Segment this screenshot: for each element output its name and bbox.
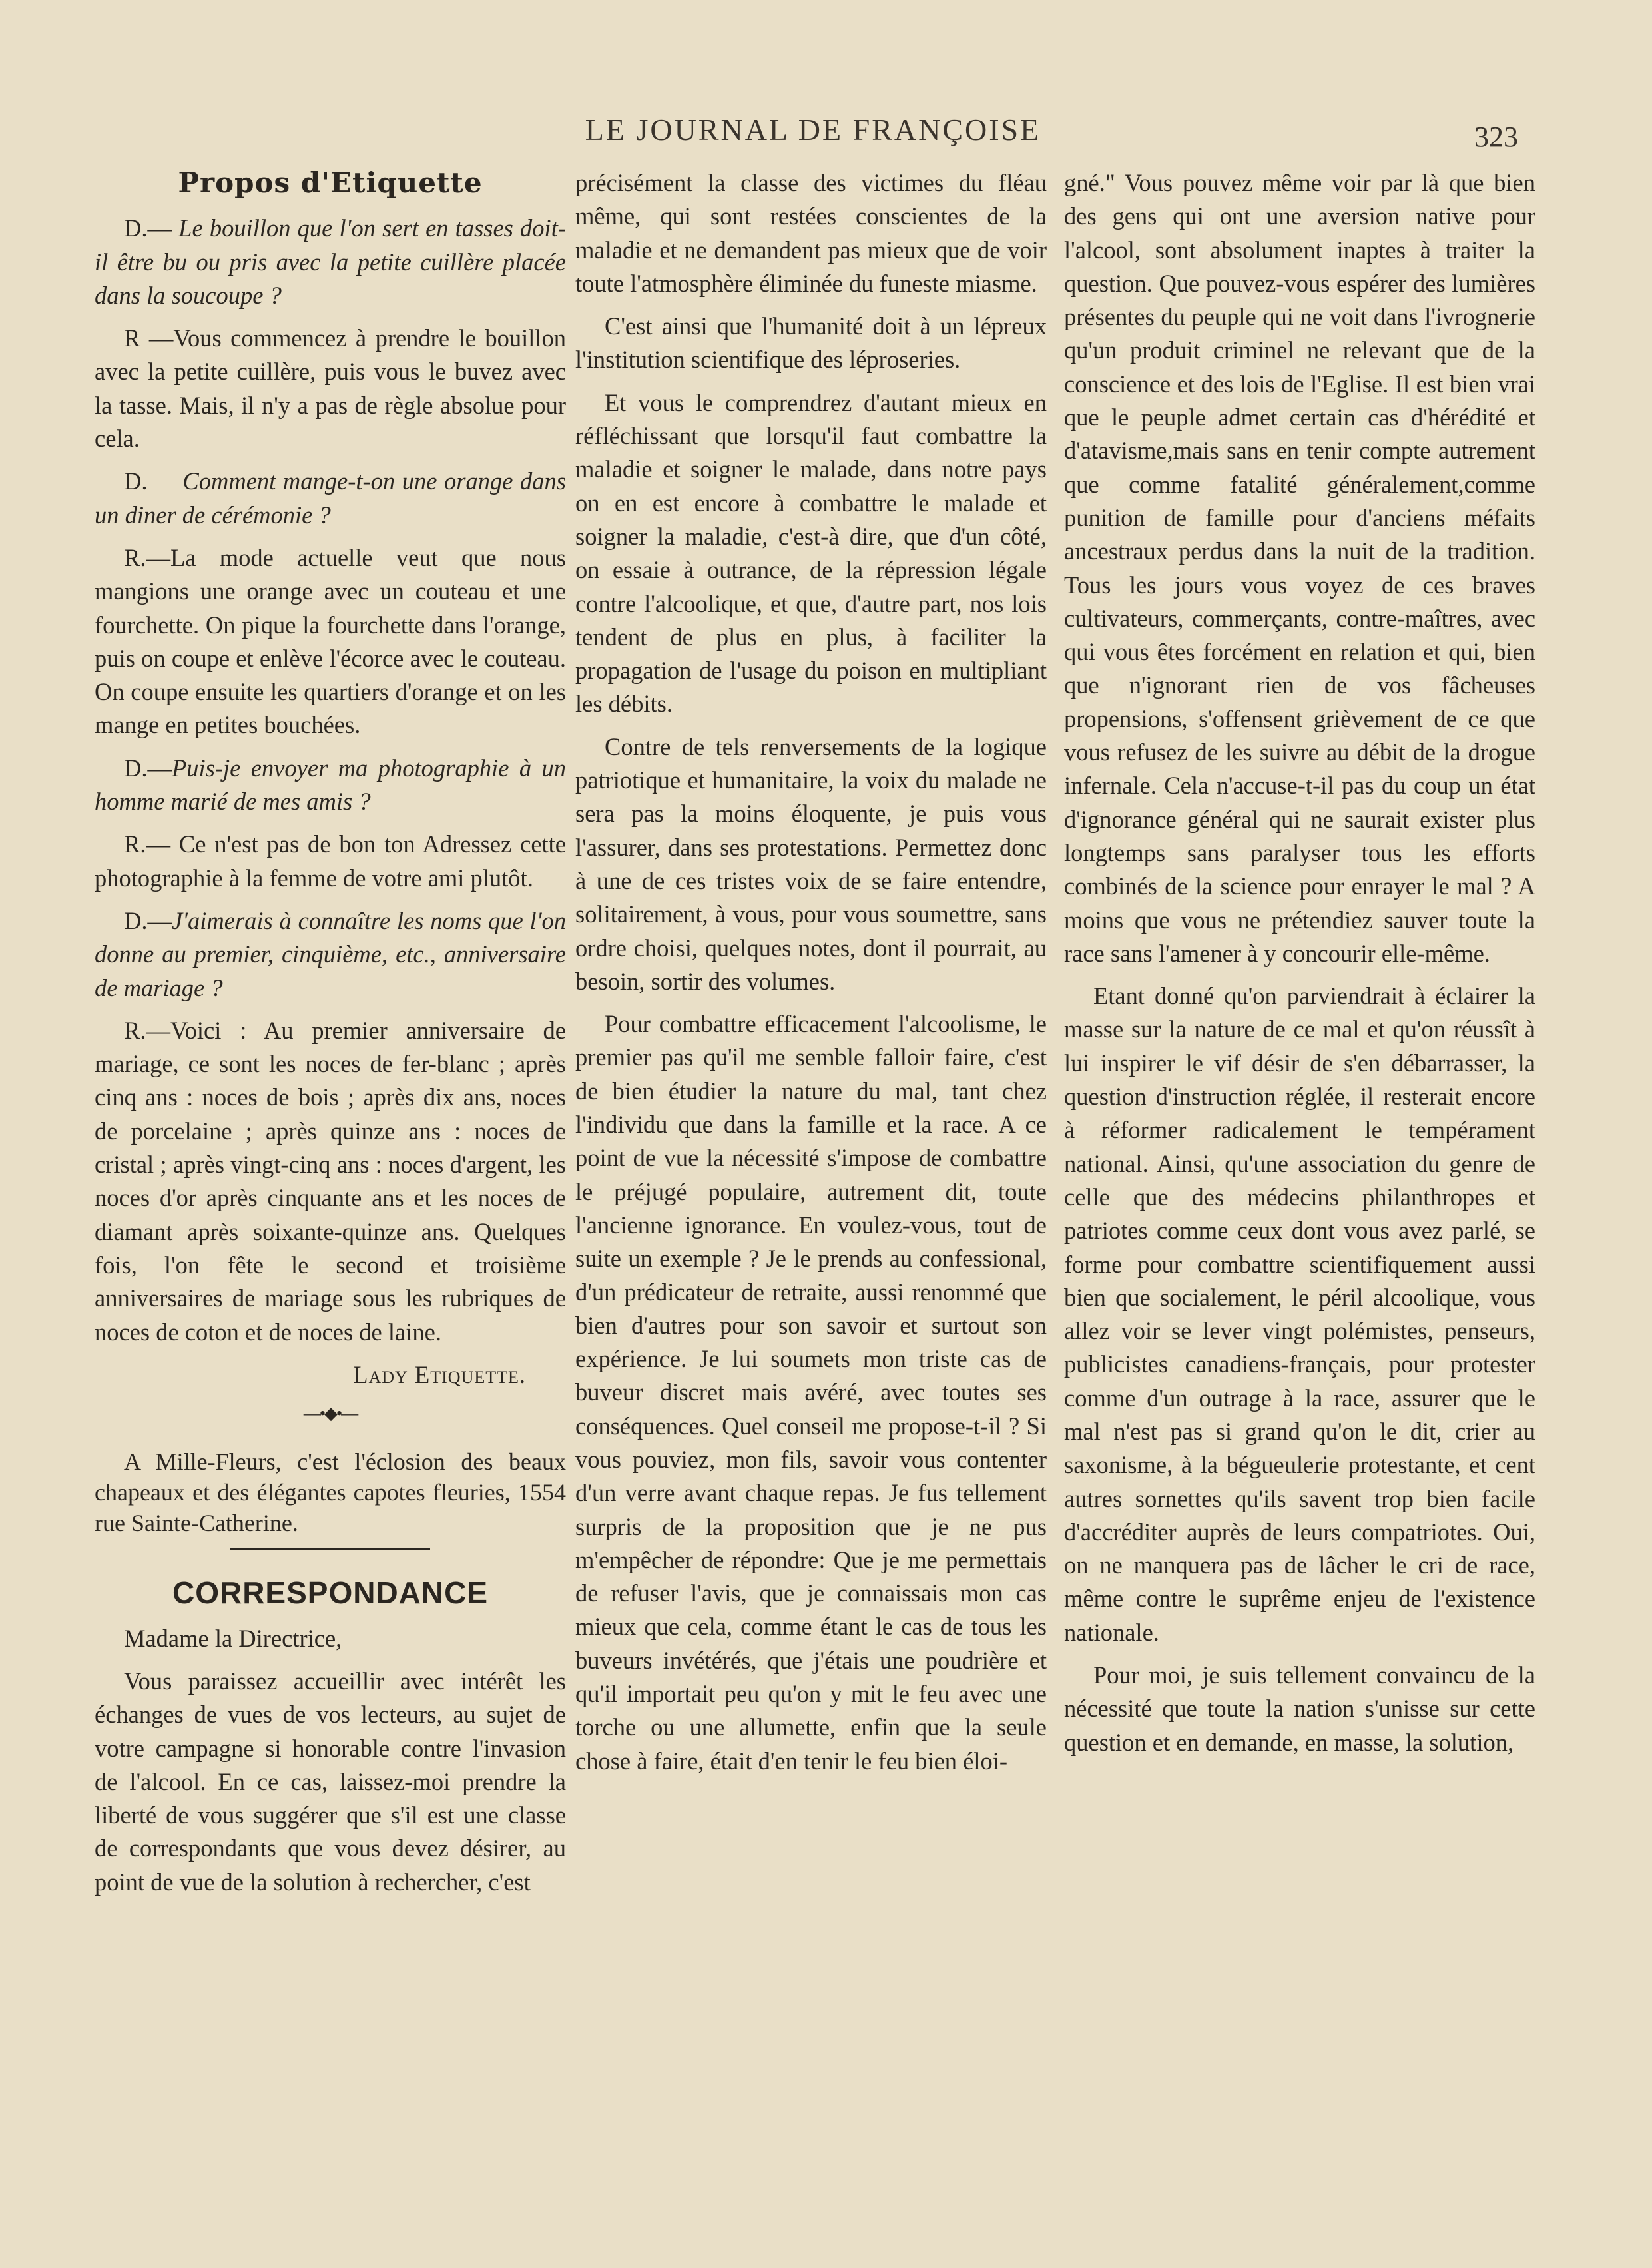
correspondance-title: CORRESPONDANCE <box>172 1575 489 1611</box>
qa-answer: R.—Voici : Au premier anniversaire de mariage, ce sont les noces de fer-blanc ; après cinq ans : noces de bois ; après dix ans, noces de porcelaine ; après quinze ans : noces de cristal ; après vingt-cinq ans : noces d'argent, les noces d'or après cinquante ans et les noces de diamant après soixante-quinze ans. Quelques fois, l'on fête le second et troisième anniversaires de mariage sous les rubriques de noces de coton et de noces de laine. <box>95 1016 566 1346</box>
page-number: 323 <box>1474 121 1518 153</box>
advert-mille-fleurs: A Mille-Fleurs, c'est l'éclosion des beaux chapeaux et des élégantes capotes fleuries, 1554 rue Sainte-Catherine. <box>95 1448 566 1537</box>
letter-paragraph: C'est ainsi que l'humanité doit à un lépreux l'institution scientifique des léproseries. <box>575 312 1047 374</box>
letter-paragraph: Vous paraissez accueillir avec intérêt les échanges de vues de vos lecteurs, au sujet de votre campagne si honorable contre l'invasion de l'alcool. En ce cas, laissez-moi prendre la liberté de vous suggérer que s'il est une classe de correspondants que vous devez désirer, au point de vue de la solution à rechercher, c'est <box>95 1667 566 1896</box>
qa-question: D. Comment mange-t-on une orange dans un diner de cérémonie ? <box>95 467 566 529</box>
qa-question: D.— Le bouillon que l'on sert en tasses doit-il être bu ou pris avec la petite cuillère placée dans la soucoupe ? <box>95 214 566 309</box>
letter-paragraph: Pour combattre efficacement l'alcoolisme, le premier pas qu'il me semble falloir faire, c'est de bien étudier la nature du mal, tant chez l'individu que dans la famille et la race. A ce point de vue la nécessité s'impose de combattre le préjugé populaire, autrement dit, toute l'ancienne ignorance. En voulez-vous, tout de suite un exemple ? Je le prends au confessional, d'un prédicateur de retraite, aussi renommé que bien d'autres pour son savoir et surtout son expérience. Je lui soumets mon triste cas de buveur discret mais avéré, avec toutes ses conséquences. Quel conseil me propose-t-il ? Si vous pouviez, mon fils, savoir vous contenter d'un verre avant chaque repas. Je fus tellement surpris de la proposition que je ne pus m'empêcher de répondre: Que je me permettais de refuser l'avis, que je connaissais mon cas mieux que cela, comme étant le cas de tous les buveurs invétérés, que j'étais une poudrière et qu'il importait peu qu'on y mit le feu avec une torche ou une allumette, enfin que la seule chose à faire, était d'en tenir le feu bien éloi- <box>575 1010 1047 1775</box>
running-title: LE JOURNAL DE FRANÇOISE <box>585 113 1041 146</box>
qa-answer: R —Vous commencez à prendre le bouillon avec la petite cuillère, puis vous le buvez avec la tasse. Mais, il n'y a pas de règle absolue pour cela. <box>95 324 566 453</box>
letter-salutation: Madame la Directrice, <box>124 1624 342 1652</box>
qa-answer: R.— Ce n'est pas de bon ton Adressez cette photographie à la femme de votre ami plutôt. <box>95 830 567 892</box>
letter-paragraph: Etant donné qu'on parviendrait à éclairer la masse sur la nature de ce mal et qu'on réussît à lui inspirer le vif désir de s'en débarrasser, la question d'instruction réglée, il resterait encore à réformer radicalement le tempérament national. Ainsi, qu'une association du genre de celle que des médecins philanthropes et patriotes comme ceux dont vous avez parlé, se forme pour combattre scientifiquement aussi bien que socialement, le péril alcoolique, vous allez voir se lever vingt polémistes, penseurs, publicistes canadiens-français, pour protester comme d'un outrage à la race, assurer que le mal n'est pas si grand qu'on le dit, crier au saxonisme, à la bégueulerie protestante, et cent autres sornettes qu'ils savent trop bien facile d'accréditer auprès de leurs compatriotes. Oui, on ne manquera pas de lâcher le cri de race, même contre le suprême enjeu de l'existence nationale. <box>1064 982 1535 1646</box>
section-rule <box>230 1548 430 1550</box>
letter-paragraph: Contre de tels renversements de la logique patriotique et humanitaire, la voix du malade ne sera pas la moins éloquente, je puis vous l'assurer, dans ses protestations. Permettez donc à une de ces tristes voix de se faire entendre, solitairement, à vous, pour vous soumettre, sans ordre choisi, quelques notes, dont il pourrait, au besoin, sortir des volumes. <box>575 732 1047 995</box>
qa-question: D.—J'aimerais à connaître les noms que l'on donne au premier, cinquième, etc., anniversaire de mariage ? <box>95 906 566 1001</box>
signature-lady-etiquette: Lady Etiquette. <box>353 1360 526 1388</box>
letter-paragraph: Pour moi, je suis tellement convaincu de la nécessité que toute la nation s'unisse sur cette question et en demande, en masse, la solution, <box>1064 1661 1535 1756</box>
letter-paragraph: Et vous le comprendrez d'autant mieux en réfléchissant que lorsqu'il faut combattre la maladie et soigner le malade, dans notre pays on en est encore à combattre le malade et soigner la maladie, c'est-à dire, que d'un côté, on essaie à outrance, de la répression légale contre l'alcoolique, et que, d'autre part, nos lois tendent de plus en plus, à faciliter la propagation de l'usage du poison en multipliant les débits. <box>575 388 1047 718</box>
column-left <box>95 166 566 1908</box>
ornament-divider: —•◆•— <box>303 1404 358 1424</box>
qa-question: D.—Puis-je envoyer ma photographie à un homme marié de mes amis ? <box>95 754 566 816</box>
etiquette-title: Propos d'Etiquette <box>178 166 483 199</box>
column-right <box>1064 166 1535 1769</box>
letter-paragraph: précisément la classe des victimes du fléau même, qui sont restées conscientes de la maladie et ne demandent pas mieux que de voir toute l'atmosphère éliminée du funeste miasme. <box>575 169 1047 297</box>
qa-answer: R.—La mode actuelle veut que nous mangions une orange avec un couteau et une fourchette. On pique la fourchette dans l'orange, puis on coupe et enlève l'écorce avec le couteau. On coupe ensuite les quartiers d'orange et on les mange en petites bouchées. <box>95 543 566 739</box>
letter-paragraph: gné." Vous pouvez même voir par là que bien des gens qui ont une aversion native pour l'alcool, sont absolument inaptes à traiter la question. Que pouvez-vous espérer des lumières présentes du peuple qui ne voit dans l'ivrognerie qu'un produit criminel ne relevant que de la conscience et des lois de l'Eglise. Il est bien vrai que le peuple admet certain cas d'hérédité et d'atavisme,mais sans en tenir compte autrement que comme fatalité généralement,comme punition de famille pour d'anciens méfaits ancestraux perdus dans la nuit de la tradition. Tous les jours vous voyez de ces braves cultivateurs, commerçants, contre-maîtres, avec qui vous êtes forcément en relation et qui, bien que n'ignorant rien de vos fâcheuses propensions, s'offensent grièvement de ce que vous refusez de les suivre au débit de la drogue infernale. Cela n'accuse-t-il pas du coup un état d'ignorance général qui ne saurait exister plus longtemps sans paralyser tous les efforts combinés de la science pour enrayer le mal ? A moins que vous ne prétendiez sauver toute la race sans l'amener à y concourir elle-même. <box>1064 169 1535 967</box>
column-middle <box>575 166 1047 1787</box>
